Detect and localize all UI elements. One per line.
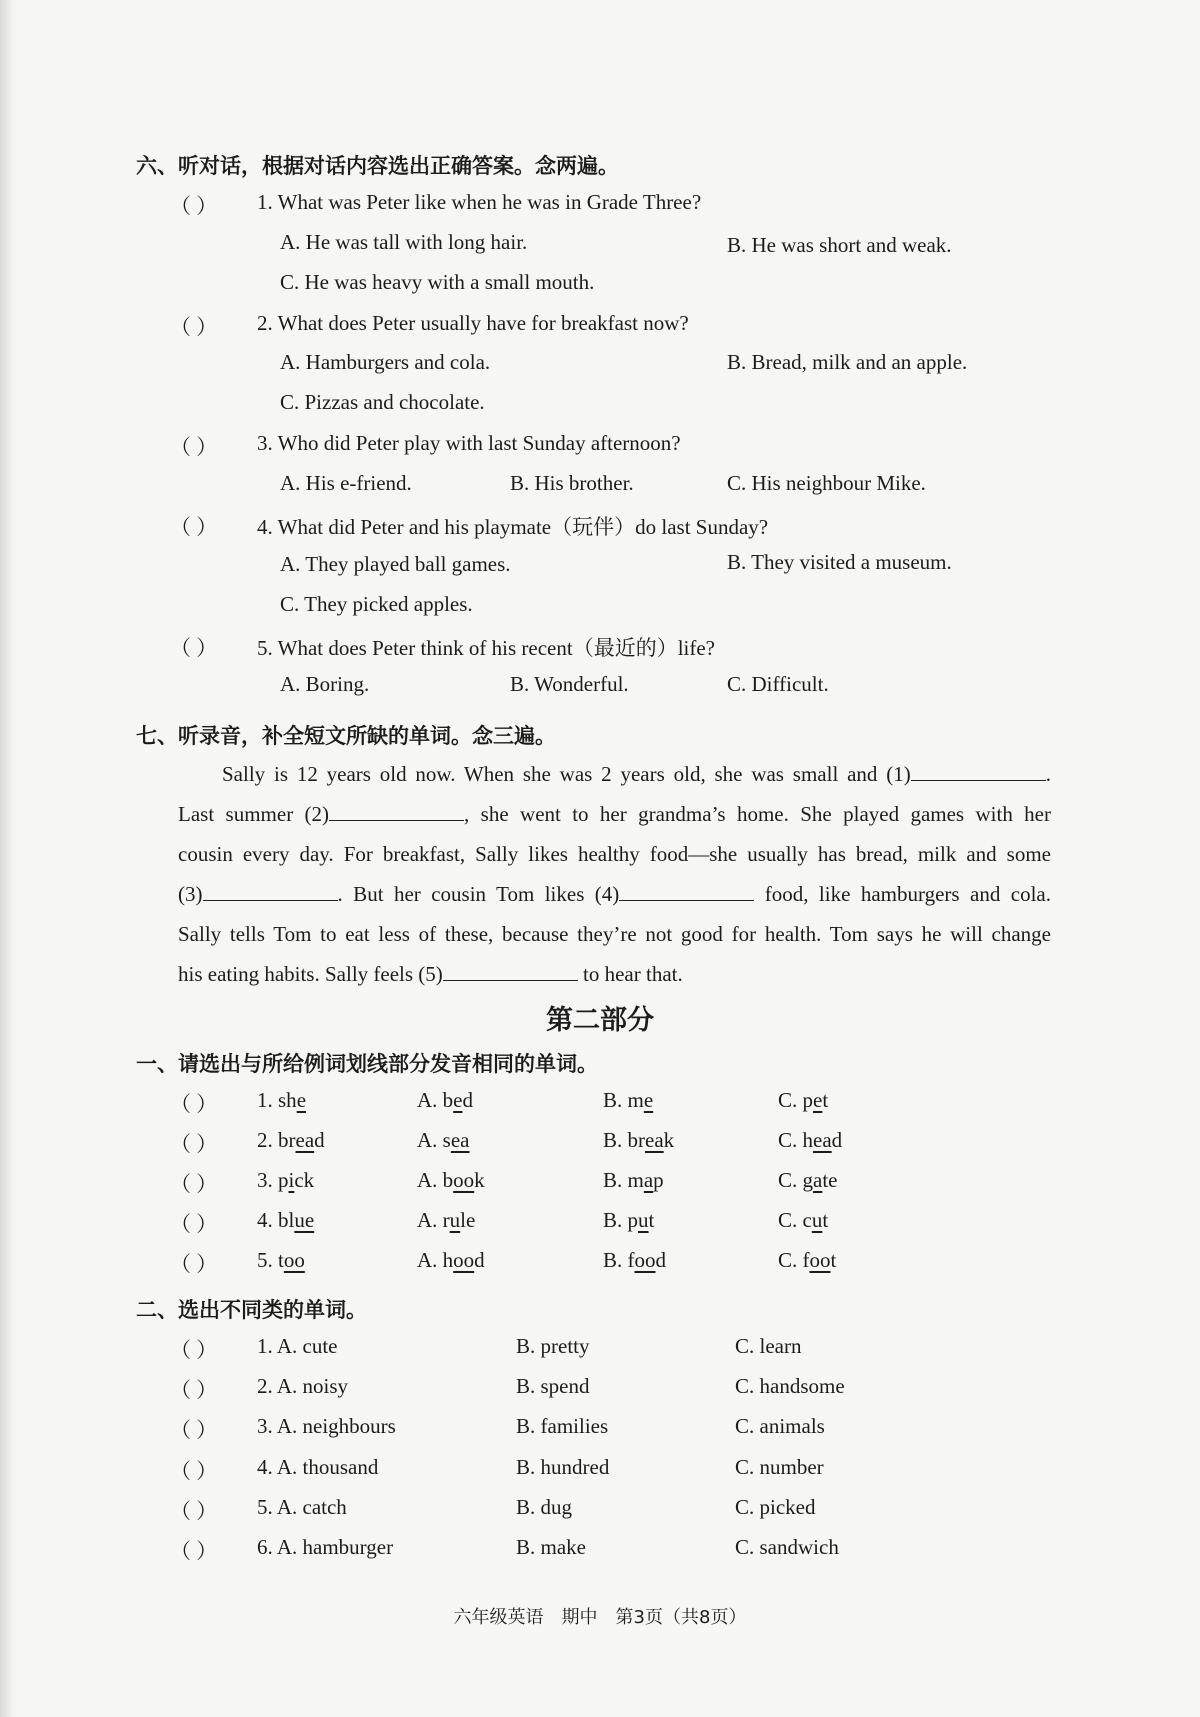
phonics-option-b: B. me: [603, 1088, 654, 1112]
blank-5[interactable]: [443, 960, 578, 981]
answer-bracket[interactable]: （ ）: [170, 1092, 218, 1116]
q5-stem: 5. What does Peter think of his recent（最近的）life?: [257, 636, 716, 660]
phonics-option-a: A. book: [417, 1168, 485, 1192]
odd-option-a: 2. A. noisy: [257, 1374, 349, 1398]
cloze-passage: Sally is 12 years old now. When she was 2 years old, she was small and (1) . Last summer (2) , she went to her grandma’s home. She played games with her cousin every day. For breakfast, Sally likes healthy food—she usually has bread, milk and some (3) . But her cousin Tom likes (4) food, like hamburgers and cola. Sally tells Tom to eat less of these, because they’re not good for health. Tom says he will change his eating habits. Sally feels (5) to hear that.: [178, 762, 1051, 986]
odd-option-c: C. animals: [735, 1414, 825, 1438]
q1-option-a: A. He was tall with long hair.: [280, 230, 528, 254]
odd-option-c: C. sandwich: [735, 1535, 839, 1559]
section-7-title: 七、听录音，补全短文所缺的单词。念三遍。: [136, 724, 556, 748]
odd-option-b: B. make: [516, 1535, 586, 1559]
phonics-option-a: A. rule: [417, 1208, 476, 1232]
answer-bracket[interactable]: （ ）: [170, 1378, 218, 1402]
phonics-option-c: C. head: [778, 1128, 843, 1152]
odd-option-b: B. spend: [516, 1374, 590, 1398]
blank-3[interactable]: [203, 880, 338, 901]
odd-option-c: C. picked: [735, 1495, 816, 1519]
q2-option-a: A. Hamburgers and cola.: [280, 350, 491, 374]
phonics-option-b: B. put: [603, 1208, 655, 1232]
odd-option-a: 5. A. catch: [257, 1495, 347, 1519]
q4-option-a: A. They played ball games.: [280, 552, 511, 576]
odd-option-c: C. learn: [735, 1334, 802, 1358]
answer-bracket[interactable]: （ ）: [170, 1172, 218, 1196]
odd-option-a: 3. A. neighbours: [257, 1414, 396, 1438]
answer-bracket[interactable]: （ ）: [170, 1539, 218, 1563]
q3-option-c: C. His neighbour Mike.: [727, 471, 926, 495]
section-6-title: 六、听对话，根据对话内容选出正确答案。念两遍。: [136, 154, 619, 178]
answer-bracket[interactable]: （ ）: [170, 1418, 218, 1442]
phonics-option-c: C. gate: [778, 1168, 838, 1192]
odd-option-b: B. dug: [516, 1495, 573, 1519]
q3-option-a: A. His e-friend.: [280, 471, 412, 495]
odd-option-a: 4. A. thousand: [257, 1455, 379, 1479]
q2-option-c: C. Pizzas and chocolate.: [280, 390, 485, 414]
odd-one-out-section-title: 二、选出不同类的单词。: [136, 1298, 367, 1322]
odd-option-a: 1. A. cute: [257, 1334, 338, 1358]
answer-bracket-q5[interactable]: （ ）: [170, 636, 218, 660]
q5-option-c: C. Difficult.: [727, 672, 829, 696]
example-word: 4. blue: [257, 1208, 315, 1232]
scan-edge-shadow: [0, 0, 14, 1717]
answer-bracket-q1[interactable]: （ ）: [170, 194, 218, 218]
phonics-option-a: A. hood: [417, 1248, 485, 1272]
part-2-heading: 第二部分: [546, 1005, 654, 1036]
q4-option-b: B. They visited a museum.: [727, 550, 952, 574]
answer-bracket[interactable]: （ ）: [170, 1252, 218, 1276]
odd-option-b: B. pretty: [516, 1334, 590, 1358]
q4-stem: 4. What did Peter and his playmate（玩伴）do last Sunday?: [257, 515, 769, 539]
answer-bracket[interactable]: （ ）: [170, 1338, 218, 1362]
phonics-option-c: C. cut: [778, 1208, 829, 1232]
phonics-option-c: C. foot: [778, 1248, 837, 1272]
blank-1[interactable]: [911, 760, 1046, 781]
example-word: 3. pick: [257, 1168, 315, 1192]
odd-option-b: B. families: [516, 1414, 609, 1438]
blank-4[interactable]: [619, 880, 754, 901]
phonics-option-a: A. sea: [417, 1128, 470, 1152]
odd-option-b: B. hundred: [516, 1455, 610, 1479]
q2-stem: 2. What does Peter usually have for breakfast now?: [257, 311, 689, 335]
q3-option-b: B. His brother.: [510, 471, 634, 495]
phonics-option-b: B. break: [603, 1128, 675, 1152]
phonics-option-b: B. map: [603, 1168, 664, 1192]
answer-bracket-q4[interactable]: （ ）: [170, 515, 218, 539]
phonics-option-b: B. food: [603, 1248, 666, 1272]
phonics-option-c: C. pet: [778, 1088, 829, 1112]
q2-option-b: B. Bread, milk and an apple.: [727, 350, 968, 374]
answer-bracket-q3[interactable]: （ ）: [170, 435, 218, 459]
answer-bracket[interactable]: （ ）: [170, 1459, 218, 1483]
odd-option-a: 6. A. hamburger: [257, 1535, 394, 1559]
phonics-option-a: A. bed: [417, 1088, 473, 1112]
phonics-section-title: 一、请选出与所给例词划线部分发音相同的单词。: [136, 1052, 598, 1076]
q5-option-a: A. Boring.: [280, 672, 370, 696]
blank-2[interactable]: [329, 800, 464, 821]
q3-stem: 3. Who did Peter play with last Sunday afternoon?: [257, 431, 681, 455]
answer-bracket[interactable]: （ ）: [170, 1132, 218, 1156]
q1-option-b: B. He was short and weak.: [727, 233, 952, 257]
q5-option-b: B. Wonderful.: [510, 672, 629, 696]
example-word: 5. too: [257, 1248, 305, 1272]
example-word: 2. bread: [257, 1128, 325, 1152]
q4-option-c: C. They picked apples.: [280, 592, 473, 616]
odd-option-c: C. handsome: [735, 1374, 845, 1398]
answer-bracket[interactable]: （ ）: [170, 1499, 218, 1523]
q1-stem: 1. What was Peter like when he was in Grade Three?: [257, 190, 702, 214]
page-footer: 六年级英语 期中 第3页（共8页）: [453, 1607, 747, 1628]
odd-option-c: C. number: [735, 1455, 824, 1479]
answer-bracket-q2[interactable]: （ ）: [170, 315, 218, 339]
q1-option-c: C. He was heavy with a small mouth.: [280, 270, 595, 294]
answer-bracket[interactable]: （ ）: [170, 1212, 218, 1236]
example-word: 1. she: [257, 1088, 307, 1112]
